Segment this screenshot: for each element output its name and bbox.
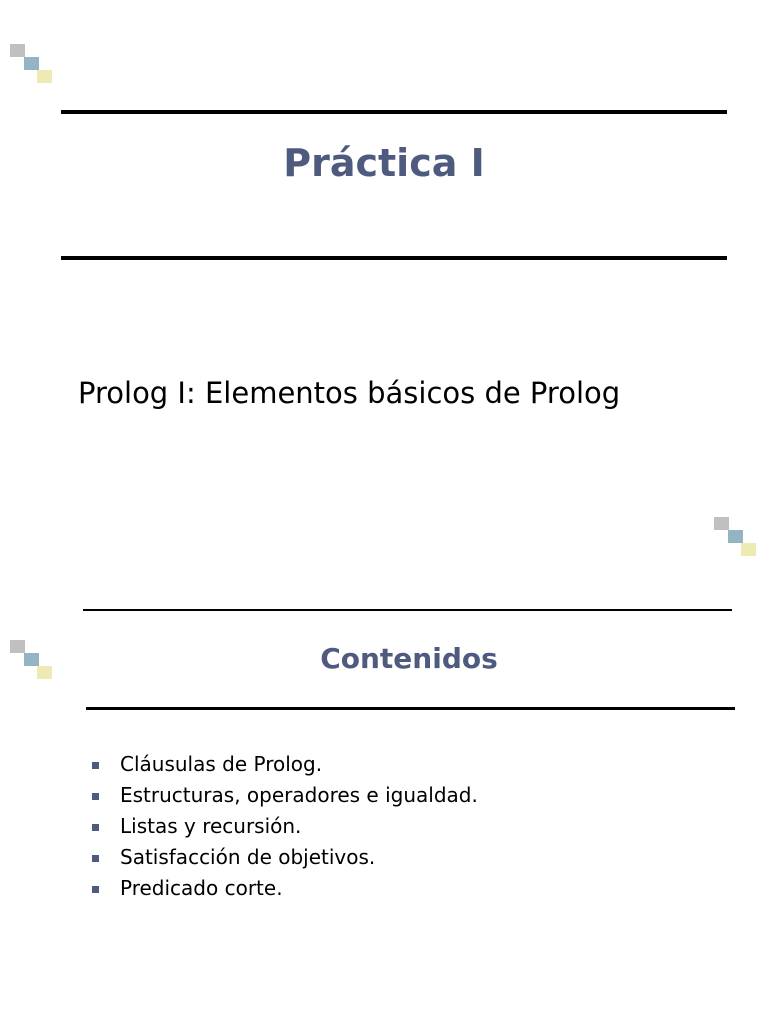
contents-list: [90, 749, 478, 904]
heading-bottom-rule: [86, 707, 735, 710]
list-item: [90, 873, 478, 904]
title-top-rule: [61, 110, 727, 114]
corner-squares-decoration: [10, 640, 54, 680]
square-bullet-icon: [92, 762, 99, 769]
title-bottom-rule: [61, 256, 727, 260]
slide-title: Práctica I: [283, 141, 485, 185]
square-bullet-icon: [92, 824, 99, 831]
list-item: [90, 811, 478, 842]
corner-squares-decoration: [10, 44, 54, 84]
list-item: [90, 842, 478, 873]
gray-square: [714, 517, 729, 530]
gray-square: [10, 640, 25, 653]
list-item-text: Estructuras, operadores e igualdad.: [120, 783, 478, 807]
square-bullet-icon: [92, 855, 99, 862]
contents-slide: [0, 512, 768, 1024]
list-item-text: Listas y recursión.: [120, 814, 302, 838]
square-bullet-icon: [92, 886, 99, 893]
square-bullet-icon: [92, 793, 99, 800]
gray-square: [10, 44, 25, 57]
yellow-square: [741, 543, 756, 556]
corner-squares-decoration: [714, 517, 758, 557]
blue-square: [24, 57, 39, 70]
list-item-text: Satisfacción de objetivos.: [120, 845, 376, 869]
contents-heading: Contenidos: [320, 642, 498, 675]
list-item-text: Predicado corte.: [120, 876, 283, 900]
blue-square: [24, 653, 39, 666]
slide-subtitle: Prolog I: Elementos básicos de Prolog: [78, 376, 621, 410]
list-item: [90, 749, 478, 780]
list-item-text: Cláusulas de Prolog.: [120, 752, 323, 776]
yellow-square: [37, 666, 52, 679]
blue-square: [728, 530, 743, 543]
heading-top-rule: [83, 609, 732, 611]
list-item: [90, 780, 478, 811]
yellow-square: [37, 70, 52, 83]
